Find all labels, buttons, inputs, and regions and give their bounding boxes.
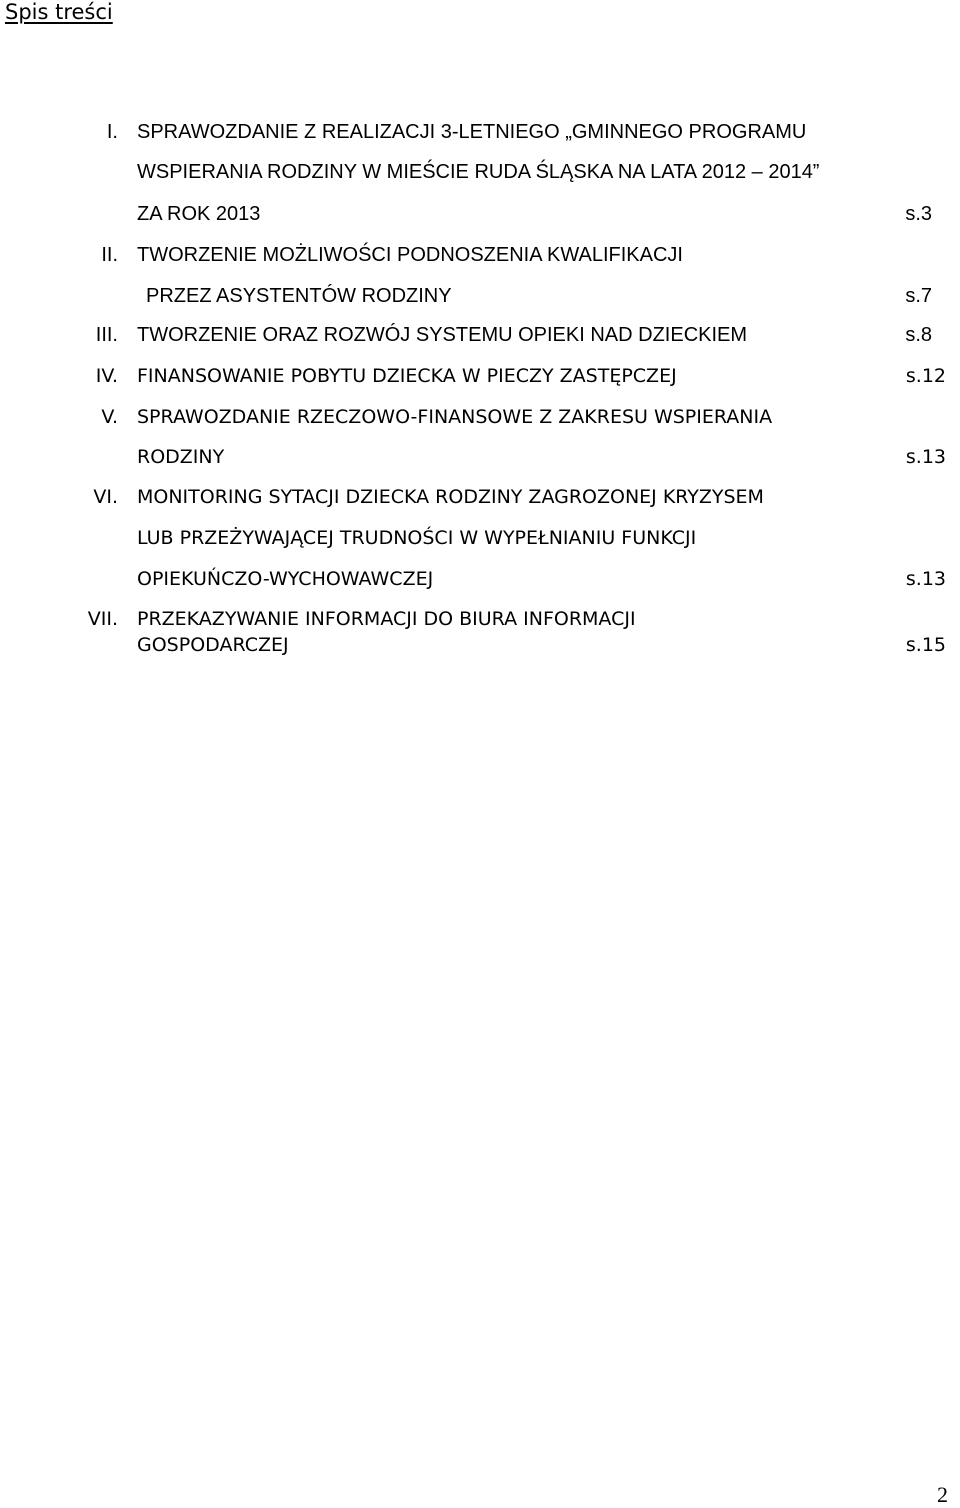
toc-entry-title: ZA ROK 2013	[137, 203, 261, 225]
toc-entry-page: s.15	[905, 634, 946, 656]
toc-entry-2-line-2	[0, 281, 960, 311]
toc-entry-title: TWORZENIE MOŻLIWOŚCI PODNOSZENIA KWALIFIKACJI	[137, 244, 683, 266]
toc-entry-3	[0, 320, 960, 350]
toc-entry-title: TWORZENIE ORAZ ROZWÓJ SYSTEMU OPIEKI NAD DZIECKIEM	[137, 324, 748, 346]
toc-entry-5	[0, 402, 960, 432]
toc-entry-title: FINANSOWANIE POBYTU DZIECKA W PIECZY ZASTĘPCZEJ	[137, 365, 677, 387]
toc-entry-number: I.	[106, 121, 118, 143]
toc-entry-6-line-3	[0, 564, 960, 594]
toc-entry-number: IV.	[95, 365, 118, 387]
toc-entry-1-line-3	[0, 199, 960, 229]
toc-entry-title: SPRAWOZDANIE Z REALIZACJI 3-LETNIEGO „GMINNEGO PROGRAMU	[137, 121, 807, 143]
toc-entry-title: MONITORING SYTACJI DZIECKA RODZINY ZAGROZONEJ KRYZYSEM	[137, 486, 764, 508]
toc-entry-2	[0, 240, 960, 270]
toc-entry-title: PRZEKAZYWANIE INFORMACJI DO BIURA INFORMACJI	[137, 608, 636, 630]
toc-entry-6-line-2	[0, 523, 960, 553]
toc-entry-7-line-2	[0, 630, 960, 660]
toc-entry-number: III.	[95, 324, 118, 346]
toc-entry-page: s.3	[905, 203, 932, 225]
toc-entry-number: II.	[101, 244, 118, 266]
toc-entry-1	[0, 117, 960, 147]
toc-entry-1-line-2	[0, 157, 960, 187]
toc-heading: Spis treści	[5, 0, 113, 24]
toc-entry-page: s.8	[905, 324, 932, 346]
toc-entry-4	[0, 361, 960, 391]
toc-entry-number: VI.	[93, 486, 118, 508]
toc-entry-6	[0, 482, 960, 512]
toc-entry-page: s.12	[905, 365, 946, 387]
toc-entry-page: s.13	[905, 446, 946, 468]
toc-entry-title: RODZINY	[137, 446, 225, 468]
toc-entry-number: VII.	[87, 608, 118, 630]
toc-entry-title: SPRAWOZDANIE RZECZOWO-FINANSOWE Z ZAKRESU WSPIERANIA	[137, 406, 773, 428]
toc-entry-title: WSPIERANIA RODZINY W MIEŚCIE RUDA ŚLĄSKA NA LATA 2012 – 2014”	[137, 161, 820, 183]
toc-entry-5-line-2	[0, 442, 960, 472]
toc-entry-page: s.7	[905, 285, 932, 307]
toc-entry-page: s.13	[905, 568, 946, 590]
toc-entry-title: LUB PRZEŻYWAJĄCEJ TRUDNOŚCI W WYPEŁNIANIU FUNKCJI	[137, 527, 697, 549]
toc-entry-title: GOSPODARCZEJ	[137, 634, 289, 656]
toc-entry-number: V.	[101, 406, 118, 428]
toc-entry-title: PRZEZ ASYSTENTÓW RODZINY	[146, 285, 452, 307]
toc-entry-title: OPIEKUŃCZO-WYCHOWAWCZEJ	[137, 568, 434, 590]
page-number: 2	[937, 1482, 948, 1507]
